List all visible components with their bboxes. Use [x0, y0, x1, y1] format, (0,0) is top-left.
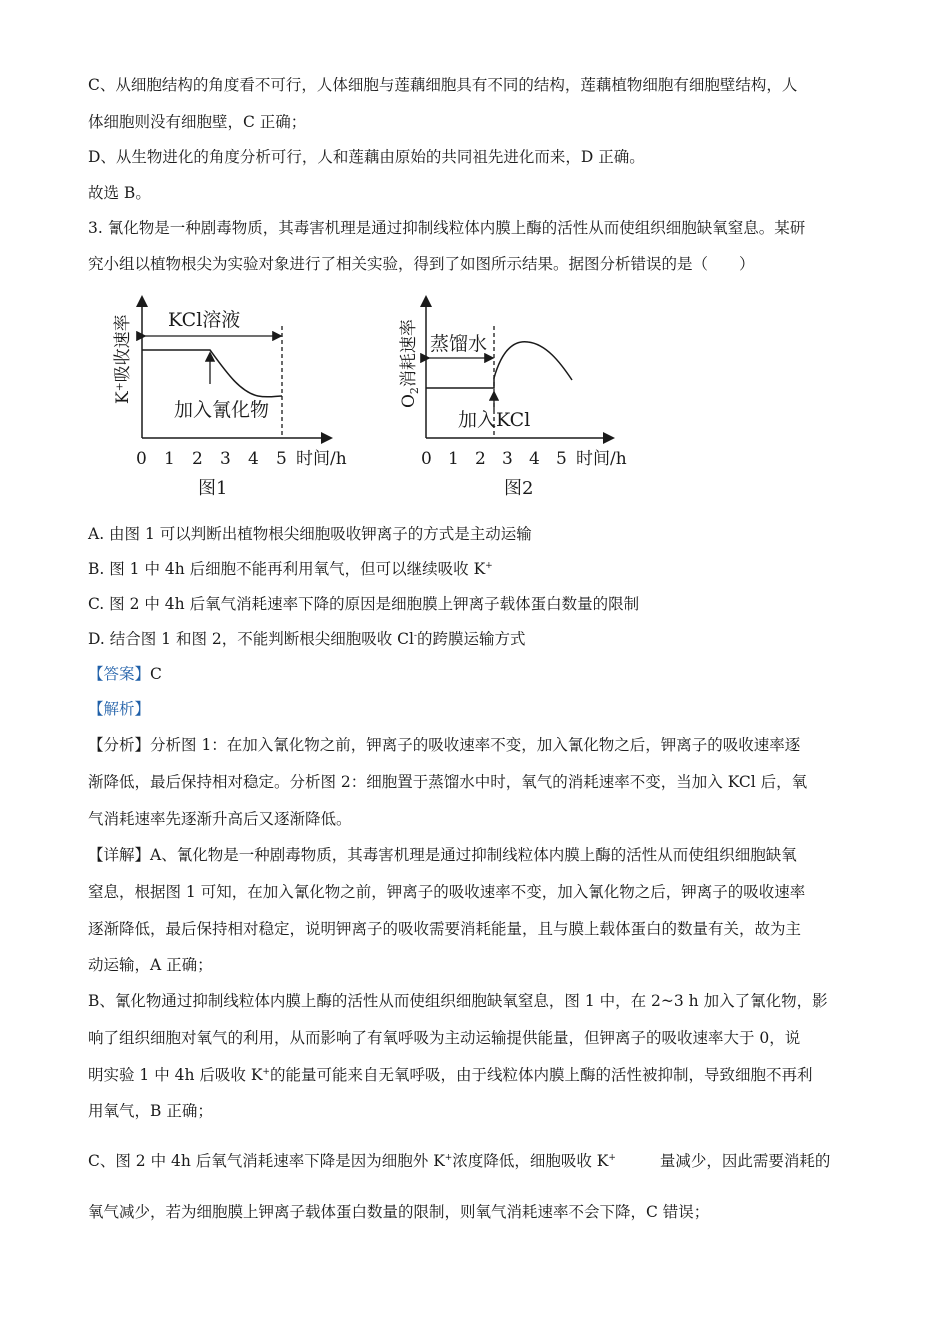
figure-1: [100, 292, 375, 502]
fig2-xtick: 0: [421, 449, 432, 469]
xiangjie-a-line3: 逐渐降低，最后保持相对稳定，说明钾离子的吸收需要消耗能量，且与膜上载体蛋白的数量有关，故为主: [88, 920, 802, 938]
xiangjie-c-line2: 氧气减少，若为细胞膜上钾离子载体蛋白数量的限制，则氧气消耗速率不会下降，C 错误；: [88, 1203, 710, 1221]
option-d: D. 结合图 1 和图 2，不能判断根尖细胞吸收 Cl-的跨膜运输方式: [88, 630, 526, 648]
fig1-xtick: 1: [164, 449, 175, 469]
question-stem-line1: 3. 氰化物是一种剧毒物质，其毒害机理是通过抑制线粒体内膜上酶的活性从而使组织细胞缺氧窒息。某研: [88, 219, 806, 237]
fenxi-line1: 【分析】分析图 1：在加入氰化物之前，钾离子的吸收速率不变，加入氰化物之后，钾离子的吸收速率逐: [88, 736, 801, 754]
xiangjie-b-line4: 用氧气，B 正确；: [88, 1102, 213, 1120]
prev-conclusion: 故选 B。: [88, 184, 151, 202]
xiangjie-tag: 【详解】: [88, 846, 151, 864]
xiangjie-c-line1: C、图 2 中 4h 后氧气消耗速率下降是因为细胞外 K+浓度降低，细胞吸收 K+ 量减少，因此需要消耗的: [88, 1152, 831, 1170]
fig1-y-label: K⁺吸收速率: [113, 314, 133, 404]
fig2-annotation: 加入KCl: [458, 409, 531, 431]
fig2-bracket-label: 蒸馏水: [430, 333, 488, 355]
fig1-xtick: 0: [136, 449, 147, 469]
answer-value: C: [150, 665, 162, 683]
answer-line: [88, 663, 878, 685]
fig1-annotation: 加入氰化物: [174, 399, 270, 421]
fig1-xtick: 2: [192, 449, 203, 469]
option-b: B. 图 1 中 4h 后细胞不能再利用氧气，但可以继续吸收 K+: [88, 560, 493, 578]
fig1-caption: 图1: [198, 478, 228, 499]
analysis-tag: 【解析】: [88, 700, 151, 718]
fenxi-line3: 气消耗速率先逐渐升高后又逐渐降低。: [88, 810, 352, 828]
fig2-xtick: 4: [529, 449, 540, 469]
prev-option-d-line: D、从生物进化的角度分析可行，人和莲藕由原始的共同祖先进化而来，D 正确。: [88, 148, 645, 166]
fig2-caption: 图2: [504, 478, 534, 499]
fig2-x-unit: 时间/h: [576, 449, 627, 469]
fenxi-tag: 【分析】: [88, 736, 151, 754]
option-c: C. 图 2 中 4h 后氧气消耗速率下降的原因是细胞膜上钾离子载体蛋白数量的限制: [88, 595, 640, 613]
fig1-xtick: 4: [248, 449, 259, 469]
xiangjie-b-line1: B、氰化物通过抑制线粒体内膜上酶的活性从而使组织细胞缺氧窒息，图 1 中，在 2~3 h 加入了氰化物，影: [88, 992, 828, 1010]
fig2-xtick: 1: [448, 449, 459, 469]
prev-option-c-line1: C、从细胞结构的角度看不可行，人体细胞与莲藕细胞具有不同的结构，莲藕植物细胞有细胞壁结构，人: [88, 76, 798, 94]
xiangjie-b-line3: 明实验 1 中 4h 后吸收 K+的能量可能来自无氧呼吸，由于线粒体内膜上酶的活性被抑制，导致细胞不再利: [88, 1066, 813, 1084]
fig1-bracket-label: KCl溶液: [168, 309, 241, 331]
fig1-xtick: 5: [276, 449, 287, 469]
fenxi-line2: 渐降低，最后保持相对稳定。分析图 2：细胞置于蒸馏水中时，氧气的消耗速率不变，当加入 KCl 后，氧: [88, 773, 808, 791]
question-stem-line2: 究小组以植物根尖为实验对象进行了相关实验，得到了如图所示结果。据图分析错误的是（ ）: [88, 255, 755, 273]
xiangjie-a-line1: 【详解】A、氰化物是一种剧毒物质，其毒害机理是通过抑制线粒体内膜上酶的活性从而使组织细胞缺氧: [88, 846, 797, 864]
fig2-xtick: 3: [502, 449, 513, 469]
xiangjie-a-line2: 窒息，根据图 1 可知，在加入氰化物之前，钾离子的吸收速率不变，加入氰化物之后，钾离子的吸收速率: [88, 883, 806, 901]
fig1-x-unit: 时间/h: [296, 449, 347, 469]
fig1-curve: [142, 350, 282, 397]
option-a: A. 由图 1 可以判断出植物根尖细胞吸收钾离子的方式是主动运输: [88, 525, 532, 543]
xiangjie-a-line4: 动运输，A 正确；: [88, 956, 213, 974]
fig2-xtick: 5: [556, 449, 567, 469]
prev-option-c-line2: 体细胞则没有细胞壁，C 正确；: [88, 113, 307, 131]
answer-tag: 【答案】: [88, 665, 151, 683]
figure-2: [390, 292, 650, 502]
fig2-xtick: 2: [475, 449, 486, 469]
xiangjie-b-line2: 响了组织细胞对氧气的利用，从而影响了有氧呼吸为主动运输提供能量，但钾离子的吸收速率大于 0，说: [88, 1029, 801, 1047]
fig1-xtick: 3: [220, 449, 231, 469]
fig2-y-label: $O_2$消耗速率: [399, 319, 421, 408]
